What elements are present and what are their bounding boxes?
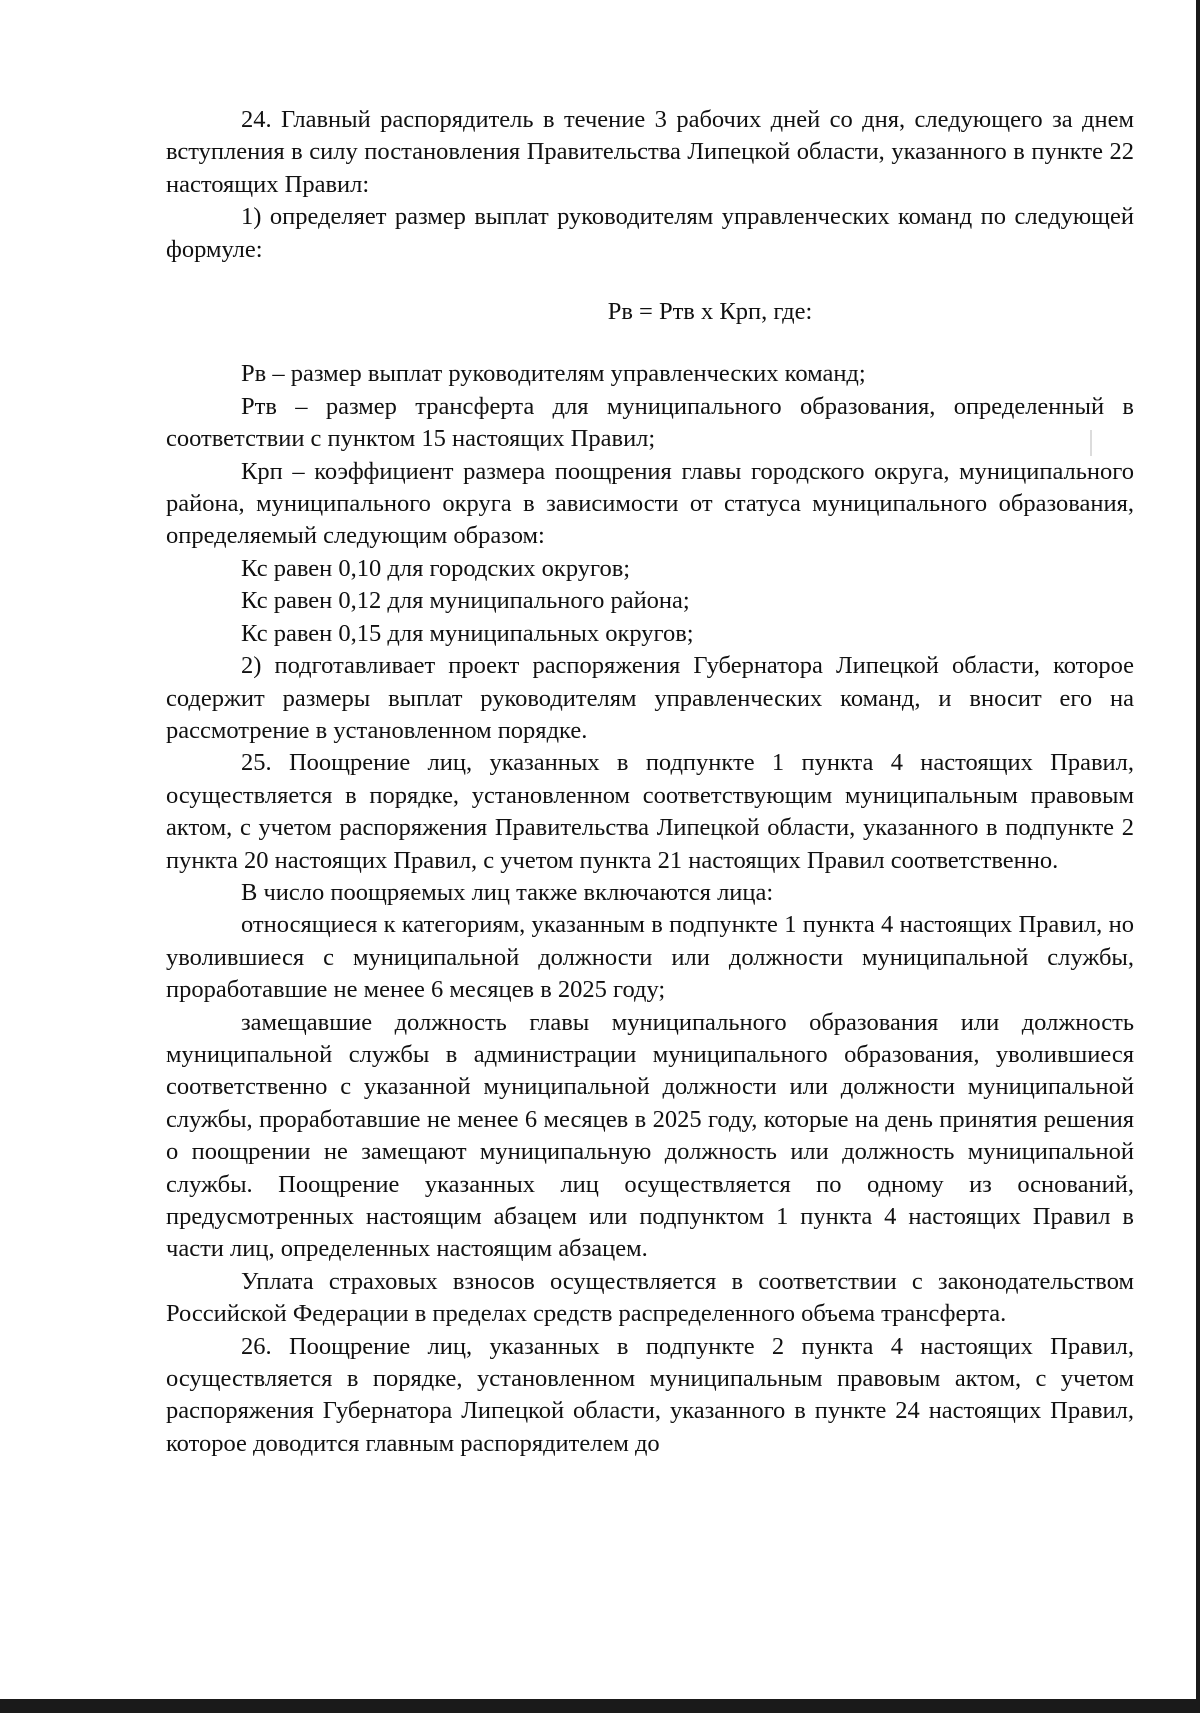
definition-krp: Крп – коэффициент размера поощрения главы городского округа, муниципального района, муниципального округа в зависимости от статуса муниципального образования, определяемый следующим образом: <box>166 457 1134 550</box>
definition-rv: Рв – размер выплат руководителям управленческих команд; <box>241 360 866 388</box>
definition-rtv: Ртв – размер трансферта для муниципального образования, определенный в соответствии с пунктом 15 настоящих Правил; <box>166 392 1134 453</box>
scan-bottom-border <box>0 1699 1200 1713</box>
paragraph-25-category-1: относящиеся к категориям, указанным в подпункте 1 пункта 4 настоящих Правил, но уволившиеся с муниципальной должности или должности муниципальной службы, проработавшие не менее 6 месяцев в 2025 году; <box>166 911 1134 1004</box>
coefficient-city-districts: Кс равен 0,10 для городских округов; <box>241 554 631 582</box>
coefficient-municipal-okrugs: Кс равен 0,15 для муниципальных округов; <box>241 619 694 647</box>
paragraph-25: 25. Поощрение лиц, указанных в подпункте 1 пункта 4 настоящих Правил, осуществляется в порядке, установленном соответствующим муниципальным правовым актом, с учетом распоряжения Правительства Липецкой области, указанного в подпункте 2 пункта 20 настоящих Правил, с учетом пункта 21 настоящих Правил соответственно. <box>166 749 1134 874</box>
paragraph-24-item-1: 1) определяет размер выплат руководителям управленческих команд по следующей формуле: <box>166 203 1134 263</box>
coefficient-municipal-district: Кс равен 0,12 для муниципального района; <box>241 587 690 615</box>
paragraph-25-category-2: замещавшие должность главы муниципального образования или должность муниципальной службы в администрации муниципального образования, уволившиеся соответственно с указанной муниципальной должности или должности муниципальной службы, проработавшие не менее 6 месяцев в 2025 году, которые на день принятия решения о поощрении не замещают муниципальную должность или должность муниципальной службы. Поощрение указанных лиц осуществляется по одному из оснований, предусмотренных настоящим абзацем или подпунктом 1 пункта 4 настоящих Правил в части лиц, определенных настоящим абзацем. <box>166 1008 1134 1263</box>
paragraph-25-insurance: Уплата страховых взносов осуществляется в соответствии с законодательством Российской Федерации в пределах средств распределенного объема трансферта. <box>166 1267 1134 1328</box>
paragraph-24-intro: 24. Главный распорядитель в течение 3 рабочих дней со дня, следующего за днем вступления в силу постановления Правительства Липецкой области, указанного в пункте 22 настоящих Правил: <box>166 106 1134 198</box>
formula: Рв = Ртв х Крп, где: <box>607 298 813 326</box>
paragraph-26: 26. Поощрение лиц, указанных в подпункте 2 пункта 4 настоящих Правил, осуществляется в порядке, установленном муниципальным правовым актом, с учетом распоряжения Губернатора Липецкой области, указанного в пункте 24 настоящих Правил, которое доводится главным распорядителем до <box>166 1332 1134 1457</box>
paragraph-24-item-2: 2) подготавливает проект распоряжения Губернатора Липецкой области, которое содержит размеры выплат руководителям управленческих команд, и вносит его на рассмотрение в установленном порядке. <box>166 652 1134 744</box>
scan-right-border <box>1196 0 1200 1713</box>
document-page <box>166 104 1134 1460</box>
paragraph-25-included: В число поощряемых лиц также включаются лица: <box>241 878 774 906</box>
